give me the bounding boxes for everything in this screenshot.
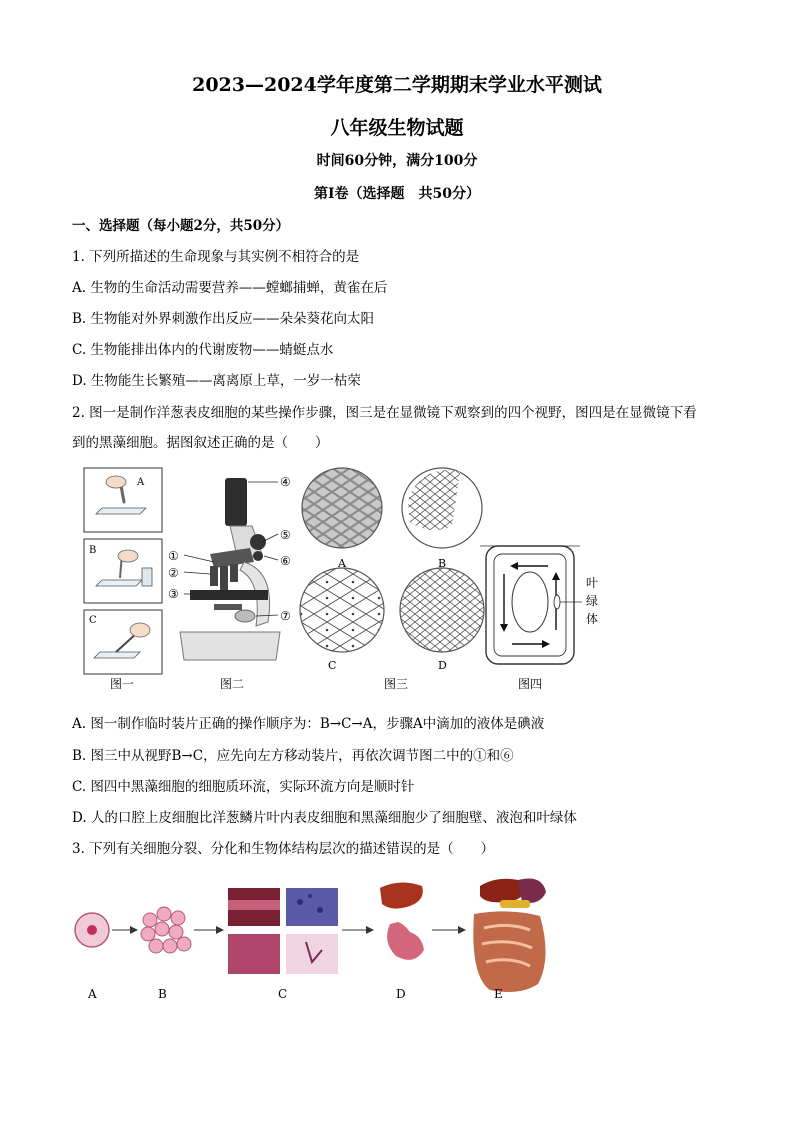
q2-stem-line2: 到的黑藻细胞。据图叙述正确的是（ ） [72,435,329,451]
q1-option-c: C. 生物能排出体内的代谢废物——蜻蜓点水 [72,342,334,358]
mark-1: ① [168,549,179,563]
cell-cluster [141,907,191,953]
chloroplast-label-3: 体 [586,612,599,626]
q2-option-b: B. 图三中从视野B→C，应先向左方移动装片，再依次调节图二中的①和⑥ [72,748,514,764]
fig1-label-c: C [89,615,97,626]
tissue-images [228,888,338,974]
q3-label-d: D [396,987,406,1001]
q3-label-a: A [88,987,97,1001]
q3-figure [70,866,560,1006]
view-label-b: B [438,557,447,570]
view-label-d: D [438,659,447,672]
q2-option-c: C. 图四中黑藻细胞的细胞质环流，实际环流方向是顺时针 [72,779,415,795]
q2-option-a: A. 图一制作临时装片正确的操作顺序为：B→C→A，步骤A中滴加的液体是碘液 [72,716,545,732]
q3-stem: 3. 下列有关细胞分裂、分化和生物体结构层次的描述错误的是（ ） [72,841,495,857]
q1-option-d: D. 生物能生长繁殖——离离原上草，一岁一枯荣 [72,373,361,389]
q1-option-a: A. 生物的生命活动需要营养——螳螂捕蝉，黄雀在后 [72,280,388,296]
caption-fig2: 图二 [220,677,245,691]
q2-option-d: D. 人的口腔上皮细胞比洋葱鳞片叶内表皮细胞和黑藻细胞少了细胞壁、液泡和叶绿体 [72,810,577,826]
q3-label-c: C [278,987,288,1001]
fig3-views [300,468,484,672]
mark-7: ⑦ [280,609,291,623]
section-heading: 一、选择题（每小题2分，共50分） [72,218,290,234]
q1-option-b: B. 生物能对外界刺激作出反应——朵朵葵花向太阳 [72,311,375,327]
chloroplast-label-1: 叶 [586,576,599,590]
mark-4: ④ [280,475,291,489]
chloroplast-label-2: 绿 [586,594,599,608]
fig1-label-a: A [137,477,145,488]
q3-label-b: B [158,987,167,1001]
time-info: 时间60分钟，满分100分 [316,153,478,169]
q2-stem-line1: 2. 图一是制作洋葱表皮细胞的某些操作步骤，图三是在显微镜下观察到的四个视野，图四是在显微镜下看 [72,405,697,421]
mark-5: ⑤ [280,528,291,542]
caption-fig4: 图四 [518,677,543,691]
organ-images [380,882,424,959]
exam-subtitle: 八年级生物试题 [330,117,464,139]
digestive-system-image [473,879,546,993]
fig4-elodea-cell [480,546,598,664]
view-label-c: C [328,659,337,672]
caption-fig3: 图三 [384,677,409,691]
q1-stem: 1. 下列所描述的生命现象与其实例不相符合的是 [72,249,360,265]
q2-figure [80,462,620,694]
microscope-illustration [168,475,291,660]
volume-heading: 第Ⅰ卷（选择题 共50分） [313,186,481,202]
mark-6: ⑥ [280,554,291,568]
exam-title: 2023—2024学年度第二学期期末学业水平测试 [192,74,602,96]
mark-3: ③ [168,587,179,601]
caption-fig1: 图一 [110,677,135,691]
q3-label-e: E [494,987,503,1001]
view-label-a: A [338,557,346,570]
fig1-label-b: B [89,545,97,556]
fig1-panels [84,468,162,674]
mark-2: ② [168,566,179,580]
